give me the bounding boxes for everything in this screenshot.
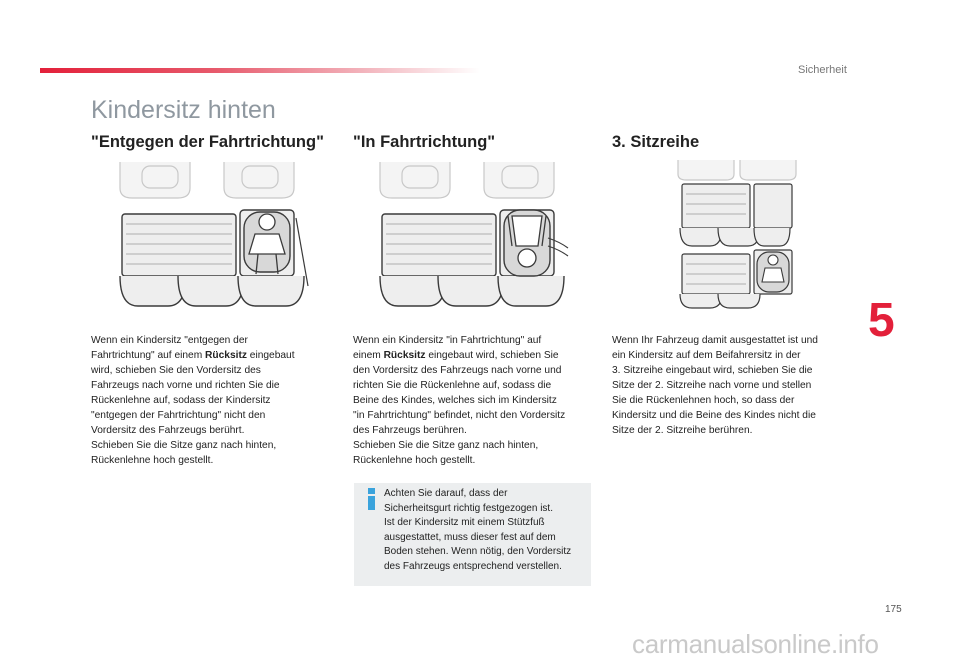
page-title: Kindersitz hinten [91,96,276,124]
info-note-text: Achten Sie darauf, dass der Sicherheitsgurt richtig festgezogen ist. Ist der Kindersitz mit einem Stützfuß ausgestattet, muss dieser fest auf dem Boden stehen. Wenn nötig, den Vordersitz des Fahrzeugs entsprechend verstellen. [384,488,572,572]
page-number: 175 [885,604,902,615]
column-third-row-body [612,333,862,438]
chapter-number: 5 [868,294,895,347]
header-accent-bar [40,68,480,73]
column-forward-facing-body [353,333,593,468]
paragraph-third-row: Wenn Ihr Fahrzeug damit ausgestattet ist und ein Kindersitz auf dem Beifahrersitz in der 3. Sitzreihe eingebaut wird, schieben Sie die Sitze der 2. Sitzreihe nach vorne und stellen Sie die Rückenlehnen hoch, so dass der Kindersitz und die Beine des Kindes nicht die Sitze der 2. Sitzreihe berühren. [612,335,818,436]
column-heading: 3. Sitzreihe [612,133,700,151]
info-icon [365,485,379,515]
watermark: carmanualsonline.info [632,629,879,659]
illustration-third-row [674,158,800,310]
illustration-rear-facing [112,158,312,310]
paragraph-rear-facing: Wenn ein Kindersitz "entgegen der Fahrtrichtung" auf einem Rücksitz eingebaut wird, schieben Sie den Vordersitz des Fahrzeugs nach vorne und richten Sie die Rückenlehne auf, sodass der Kindersitz "entgegen der Fahrtrichtung" nicht den Vordersitz des Fahrzeugs berührt. Schieben Sie die Sitze ganz nach hinten, Rückenlehne hoch gestellt. [91,335,295,466]
illustration-forward-facing [372,158,572,310]
paragraph-forward-facing: Wenn ein Kindersitz "in Fahrtrichtung" auf einem Rücksitz eingebaut wird, schieben Sie den Vordersitz des Fahrzeugs nach vorne und richten Sie die Rückenlehne auf, sodass die Beine des Kindes, welches sich im Kindersitz "in Fahrtrichtung" befindet, nicht den Vordersitz des Fahrzeugs berühren. Schieben Sie die Sitze ganz nach hinten, Rückenlehne hoch gestellt. [353,335,566,466]
section-label: Sicherheit [798,64,847,76]
column-heading: "In Fahrtrichtung" [353,133,496,151]
column-rear-facing [91,133,331,152]
column-forward-facing [353,133,593,152]
info-note [354,483,591,586]
column-rear-facing-body [91,333,331,468]
column-heading: "Entgegen der Fahrtrichtung" [91,133,324,151]
column-third-row [612,133,852,152]
